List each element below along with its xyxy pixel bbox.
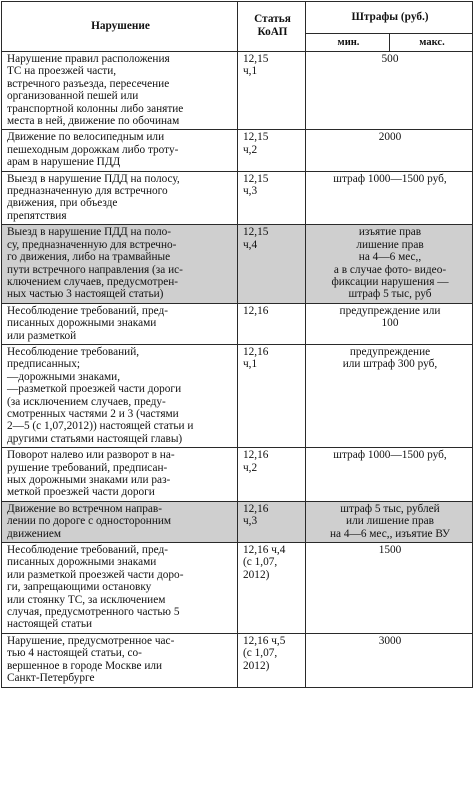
table-row [2, 543, 473, 634]
fine-cell: предупреждение или 100 [306, 303, 473, 344]
violation-cell: Движение во встречном направ- лении по дороге с односторонним движением [2, 501, 238, 542]
fine-cell: предупреждение или штраф 300 руб, [306, 344, 473, 447]
fines-table [1, 1, 473, 688]
violation-cell: Несоблюдение требований, пред- писанных дорожными знаками или разметкой [2, 303, 238, 344]
fine-cell: изъятие прав лишение прав на 4—6 мес,, а в случае фото- видео- фиксации нарушения — штраф 5 тыс, руб [306, 225, 473, 303]
violation-cell: Движение по велосипедным или пешеходным дорожкам либо троту- арам в нарушение ПДД [2, 130, 238, 171]
header-violation: Нарушение [2, 2, 238, 52]
header-min: мин. [306, 34, 390, 52]
article-cell: 12,16 ч,2 [238, 448, 306, 502]
fine-cell: штраф 1000—1500 руб, [306, 171, 473, 225]
violation-cell: Нарушение, предусмотренное час- тью 4 настоящей статьи, со- вершенное в городе Москве или Санкт-Петербурге [2, 633, 238, 687]
article-cell: 12,16 ч,3 [238, 501, 306, 542]
violation-cell: Поворот налево или разворот в на- рушение требований, предписан- ных дорожными знаками или раз- меткой проезжей части дороги [2, 448, 238, 502]
header-max: макс. [390, 34, 473, 52]
fine-cell: 1500 [306, 543, 473, 634]
article-cell: 12,15 ч,4 [238, 225, 306, 303]
violation-cell: Выезд в нарушение ПДД на полосу, предназначенную для встречного движения, при объезде препятствия [2, 171, 238, 225]
table-row [2, 633, 473, 687]
fine-cell: штраф 5 тыс, рублей или лишение прав на 4—6 мес,, изъятие ВУ [306, 501, 473, 542]
article-cell: 12,15 ч,1 [238, 52, 306, 130]
table-row [2, 344, 473, 447]
article-cell: 12,16 ч,1 [238, 344, 306, 447]
table-row [2, 171, 473, 225]
article-cell: 12,15 ч,3 [238, 171, 306, 225]
table-row [2, 448, 473, 502]
table-row [2, 225, 473, 303]
violation-cell: Нарушение правил расположения ТС на проезжей части, встречного разъезда, пересечение организованной пешей или транспортной колонны либо занятие места в ней, движение по обочинам [2, 52, 238, 130]
article-cell: 12,15 ч,2 [238, 130, 306, 171]
table-body [2, 52, 473, 688]
article-cell: 12,16 ч,4 (с 1,07, 2012) [238, 543, 306, 634]
violation-cell: Выезд в нарушение ПДД на поло- су, предназначенную для встречно- го движения, либо на трамвайные пути встречного направления (за ис- ключением случаев, предусмотрен- ных частью 3 настоящей статьи) [2, 225, 238, 303]
table-row [2, 303, 473, 344]
header-fines: Штрафы (руб.) [306, 2, 473, 34]
fine-cell: 500 [306, 52, 473, 130]
fine-cell: 3000 [306, 633, 473, 687]
header-article: Статья КоАП [238, 2, 306, 52]
article-cell: 12,16 ч,5 (с 1,07, 2012) [238, 633, 306, 687]
violation-cell: Несоблюдение требований, пред- писанных дорожными знаками или разметкой проезжей части доро- ги, запрещающими остановку или стоянку ТС, за исключением случая, предусмотренного частью 5 настоящей статьи [2, 543, 238, 634]
table-row [2, 130, 473, 171]
table-row [2, 52, 473, 130]
violation-cell: Несоблюдение требований, предписанных; —дорожными знаками, —разметкой проезжей части дороги (за исключением случаев, преду- смотренных частями 2 и 3 (частями 2—5 (с 1,07,2012)) настоящей статьи и другими статьями настоящей главы) [2, 344, 238, 447]
article-cell: 12,16 [238, 303, 306, 344]
table-row [2, 501, 473, 542]
table-header [2, 2, 473, 52]
fine-cell: 2000 [306, 130, 473, 171]
fine-cell: штраф 1000—1500 руб, [306, 448, 473, 502]
